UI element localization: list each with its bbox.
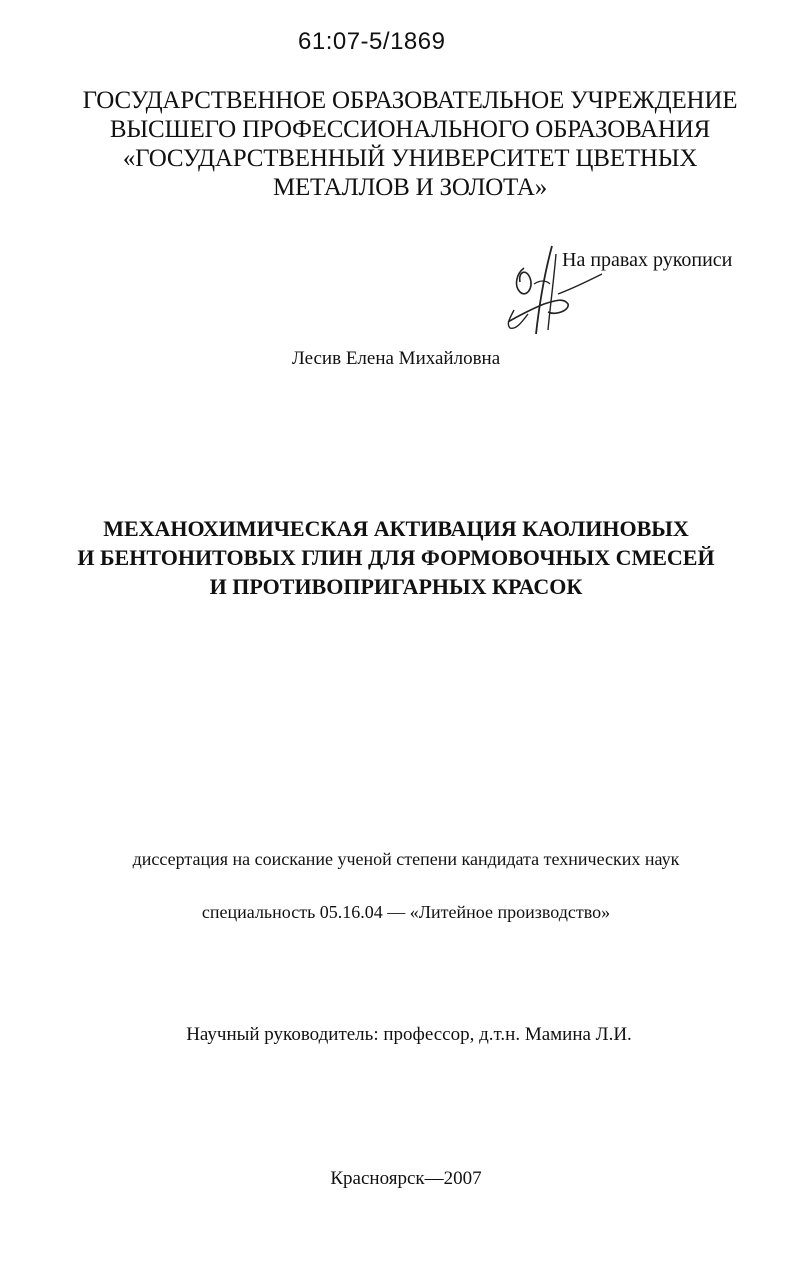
institution-line: ГОСУДАРСТВЕННОЕ ОБРАЗОВАТЕЛЬНОЕ УЧРЕЖДЕНИЕ: [82, 87, 738, 114]
institution-line: ВЫСШЕГО ПРОФЕССИОНАЛЬНОГО ОБРАЗОВАНИЯ: [109, 116, 711, 143]
title-line: И ПРОТИВОПРИГАРНЫХ КРАСОК: [209, 574, 583, 599]
specialty-line: специальность 05.16.04 — «Литейное производство»: [201, 902, 611, 922]
catalog-stamp: 61:07-5/1869: [298, 28, 446, 55]
title-line: И БЕНТОНИТОВЫХ ГЛИН ДЛЯ ФОРМОВОЧНЫХ СМЕСЕЙ: [77, 545, 715, 570]
degree-statement: диссертация на соискание ученой степени кандидата технических наук: [132, 849, 680, 869]
institution-line: МЕТАЛЛОВ И ЗОЛОТА»: [272, 174, 548, 201]
institution-header: [60, 86, 760, 202]
author-name: Лесив Елена Михайловна: [291, 348, 501, 369]
manuscript-note: На правах рукописи: [562, 249, 733, 271]
dissertation-title: [20, 514, 772, 601]
scientific-supervisor: Научный руководитель: профессор, д.т.н. Мамина Л.И.: [186, 1024, 632, 1045]
institution-line: «ГОСУДАРСТВЕННЫЙ УНИВЕРСИТЕТ ЦВЕТНЫХ: [122, 145, 698, 172]
city-year: Красноярск—2007: [330, 1168, 482, 1189]
title-line: МЕХАНОХИМИЧЕСКАЯ АКТИВАЦИЯ КАОЛИНОВЫХ: [103, 516, 689, 541]
